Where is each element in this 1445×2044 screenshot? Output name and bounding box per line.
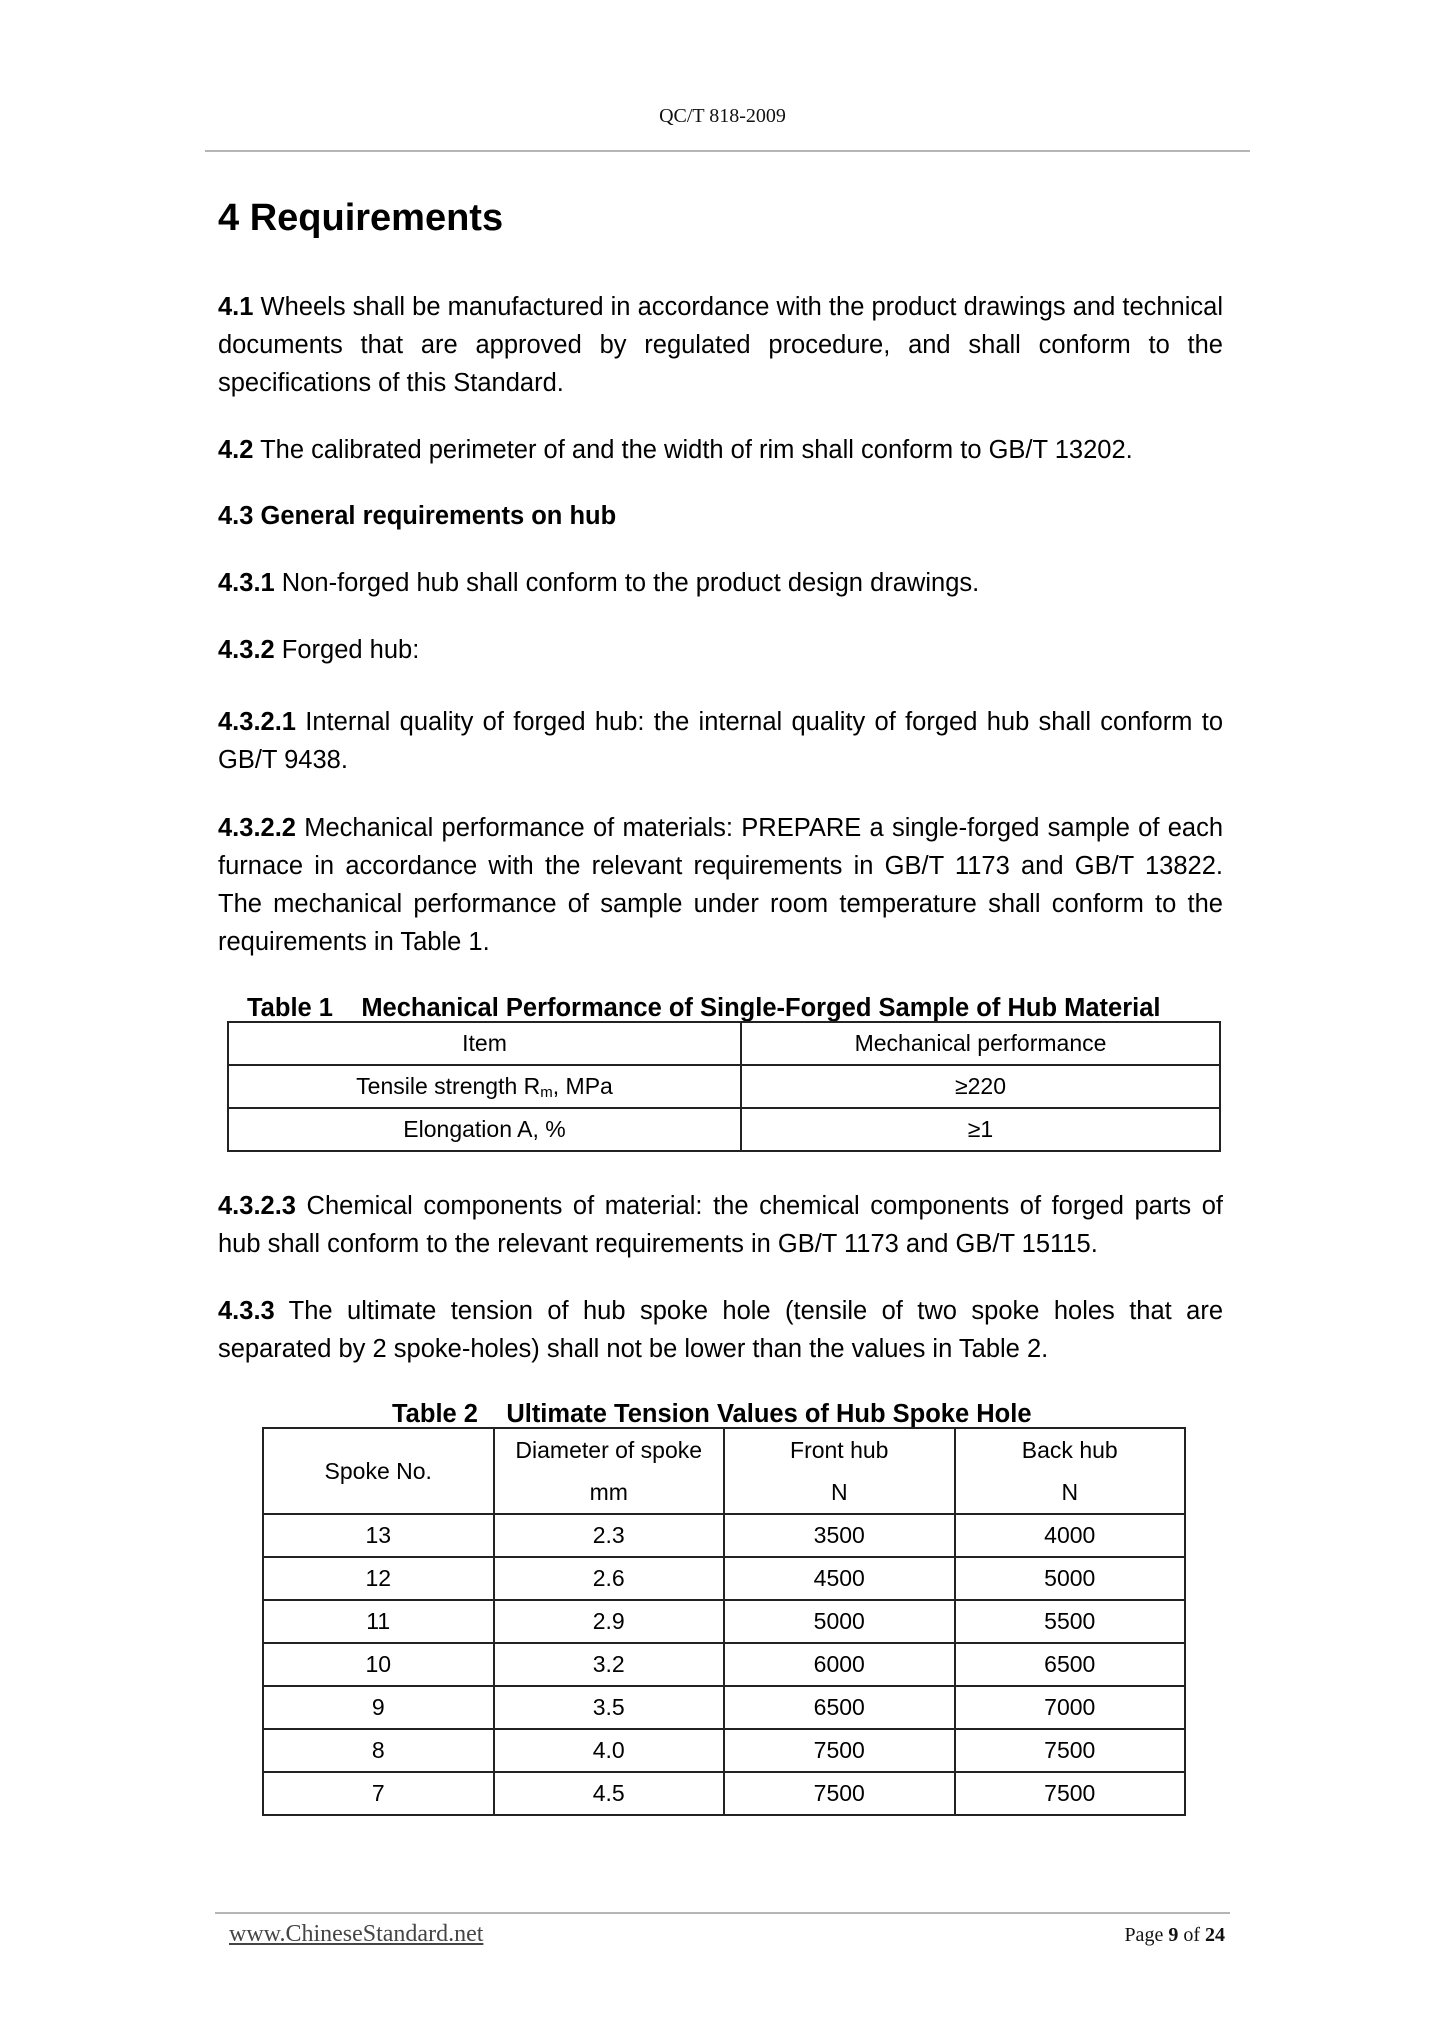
- header-unit: N: [1061, 1479, 1079, 1505]
- column-header-mechanical-performance: Mechanical performance: [741, 1022, 1220, 1065]
- website-link[interactable]: www.ChineseStandard.net: [229, 1921, 484, 1947]
- table-row: [263, 1729, 1185, 1772]
- table1-mechanical-performance: [227, 1021, 1221, 1152]
- clause-text: Wheels shall be manufactured in accordance with the product drawings and technical documents that are approved by regulated procedure, and shall conform to the specifications of this Standard.: [218, 293, 1224, 397]
- clause-4-2: [218, 431, 1223, 469]
- clause-4-3-2-1: [218, 703, 1223, 779]
- header-label: Spoke No.: [324, 1457, 432, 1484]
- total-pages: 24: [1205, 1924, 1225, 1946]
- cell-diameter: 4.0: [494, 1729, 725, 1772]
- column-header-diameter: [494, 1428, 725, 1514]
- cell-back-hub: 7500: [955, 1729, 1186, 1772]
- header-label: Diameter of spoke: [515, 1437, 703, 1463]
- clause-text: Mechanical performance of materials: PREPARE a single-forged sample of each furnace in accordance with the relevant requirements in GB/T 1173 and GB/T 13822. The mechanical performance of sample under room temperature shall conform to the requirements in Table 1.: [218, 814, 1223, 956]
- column-header-back-hub: [955, 1428, 1186, 1514]
- table-row: [228, 1108, 1220, 1151]
- clause-text: The calibrated perimeter of and the width of rim shall conform to GB/T 13202.: [253, 436, 1133, 464]
- cell-diameter: 4.5: [494, 1772, 725, 1815]
- column-header-spoke-no: [263, 1428, 494, 1514]
- document-code-header: QC/T 818-2009: [659, 105, 786, 127]
- table-row: [263, 1686, 1185, 1729]
- header-divider: [205, 150, 1250, 152]
- header-unit: N: [830, 1479, 848, 1505]
- page-label: Page: [1124, 1924, 1169, 1946]
- clause-text: General requirements on hub: [253, 502, 617, 530]
- cell-item: [228, 1065, 741, 1108]
- clause-text: Forged hub:: [274, 636, 420, 664]
- cell-diameter: 3.2: [494, 1643, 725, 1686]
- cell-back-hub: 5000: [955, 1557, 1186, 1600]
- item-text: Tensile strength R: [356, 1072, 541, 1099]
- cell-back-hub: 4000: [955, 1514, 1186, 1557]
- header-unit: mm: [589, 1479, 628, 1505]
- cell-spoke-no: 10: [263, 1643, 494, 1686]
- table-row: [263, 1557, 1185, 1600]
- table1-caption: Table 1 Mechanical Performance of Single-Forged Sample of Hub Material: [247, 994, 1161, 1022]
- item-text: Elongation A, %: [403, 1116, 566, 1142]
- clause-4-3-2-3: [218, 1187, 1223, 1263]
- clause-4-3-2-2: [218, 809, 1223, 961]
- clause-number: 4.3.2.3: [218, 1192, 296, 1220]
- clause-4-1: [218, 288, 1223, 402]
- footer-divider: [215, 1912, 1230, 1914]
- cell-item: [228, 1108, 741, 1151]
- section-title: 4 Requirements: [218, 197, 504, 239]
- cell-front-hub: 6000: [724, 1643, 955, 1686]
- clause-number: 4.3.1: [218, 569, 275, 597]
- clause-text: Non-forged hub shall conform to the product design drawings.: [274, 569, 980, 597]
- table-row: [263, 1600, 1185, 1643]
- cell-back-hub: 7000: [955, 1686, 1186, 1729]
- table2-caption: Table 2 Ultimate Tension Values of Hub Spoke Hole: [392, 1400, 1032, 1428]
- cell-back-hub: 7500: [955, 1772, 1186, 1815]
- clause-4-3-2: [218, 631, 1223, 669]
- cell-front-hub: 3500: [724, 1514, 955, 1557]
- clause-text: Internal quality of forged hub: the internal quality of forged hub shall conform to GB/T 9438.: [218, 708, 1223, 774]
- current-page: 9: [1168, 1924, 1179, 1946]
- cell-back-hub: 5500: [955, 1600, 1186, 1643]
- clause-number: 4.3.2: [218, 636, 275, 664]
- cell-diameter: 2.9: [494, 1600, 725, 1643]
- page-number: [1124, 1922, 1225, 1948]
- cell-spoke-no: 9: [263, 1686, 494, 1729]
- clause-4-3-heading: [218, 497, 1223, 535]
- cell-front-hub: 5000: [724, 1600, 955, 1643]
- clause-4-3-1: [218, 564, 1223, 602]
- cell-spoke-no: 13: [263, 1514, 494, 1557]
- header-label: Back hub: [1021, 1437, 1118, 1463]
- cell-front-hub: 7500: [724, 1729, 955, 1772]
- cell-front-hub: 4500: [724, 1557, 955, 1600]
- table-header-row: [263, 1428, 1185, 1514]
- cell-spoke-no: 12: [263, 1557, 494, 1600]
- cell-spoke-no: 8: [263, 1729, 494, 1772]
- item-subscript: m: [540, 1083, 553, 1101]
- clause-number: 4.1: [218, 293, 254, 321]
- item-unit: , MPa: [552, 1072, 613, 1099]
- column-header-item: Item: [228, 1022, 741, 1065]
- table-row: [263, 1514, 1185, 1557]
- cell-diameter: 2.3: [494, 1514, 725, 1557]
- table2-ultimate-tension: [262, 1427, 1186, 1816]
- table-header-row: [228, 1022, 1220, 1065]
- clause-number: 4.2: [218, 436, 254, 464]
- clause-text: The ultimate tension of hub spoke hole (tensile of two spoke holes that are separated by 2 spoke-holes) shall not be lower than the values in Table 2.: [218, 1297, 1223, 1363]
- column-header-front-hub: [724, 1428, 955, 1514]
- clause-number: 4.3: [218, 502, 254, 530]
- header-label: Front hub: [790, 1437, 889, 1463]
- clause-text: Chemical components of material: the chemical components of forged parts of hub shall conform to the relevant requirements in GB/T 1173 and GB/T 15115.: [218, 1192, 1223, 1258]
- table-row: [228, 1065, 1220, 1108]
- cell-spoke-no: 11: [263, 1600, 494, 1643]
- cell-value: ≥1: [741, 1108, 1220, 1151]
- clause-number: 4.3.2.1: [218, 708, 296, 736]
- table-row: [263, 1643, 1185, 1686]
- cell-diameter: 3.5: [494, 1686, 725, 1729]
- clause-number: 4.3.2.2: [218, 814, 296, 842]
- page-of-label: of: [1178, 1924, 1205, 1946]
- cell-back-hub: 6500: [955, 1643, 1186, 1686]
- cell-front-hub: 6500: [724, 1686, 955, 1729]
- cell-front-hub: 7500: [724, 1772, 955, 1815]
- clause-number: 4.3.3: [218, 1297, 275, 1325]
- cell-diameter: 2.6: [494, 1557, 725, 1600]
- table-row: [263, 1772, 1185, 1815]
- cell-value: ≥220: [741, 1065, 1220, 1108]
- clause-4-3-3: [218, 1292, 1223, 1368]
- table2-body: [263, 1514, 1185, 1815]
- cell-spoke-no: 7: [263, 1772, 494, 1815]
